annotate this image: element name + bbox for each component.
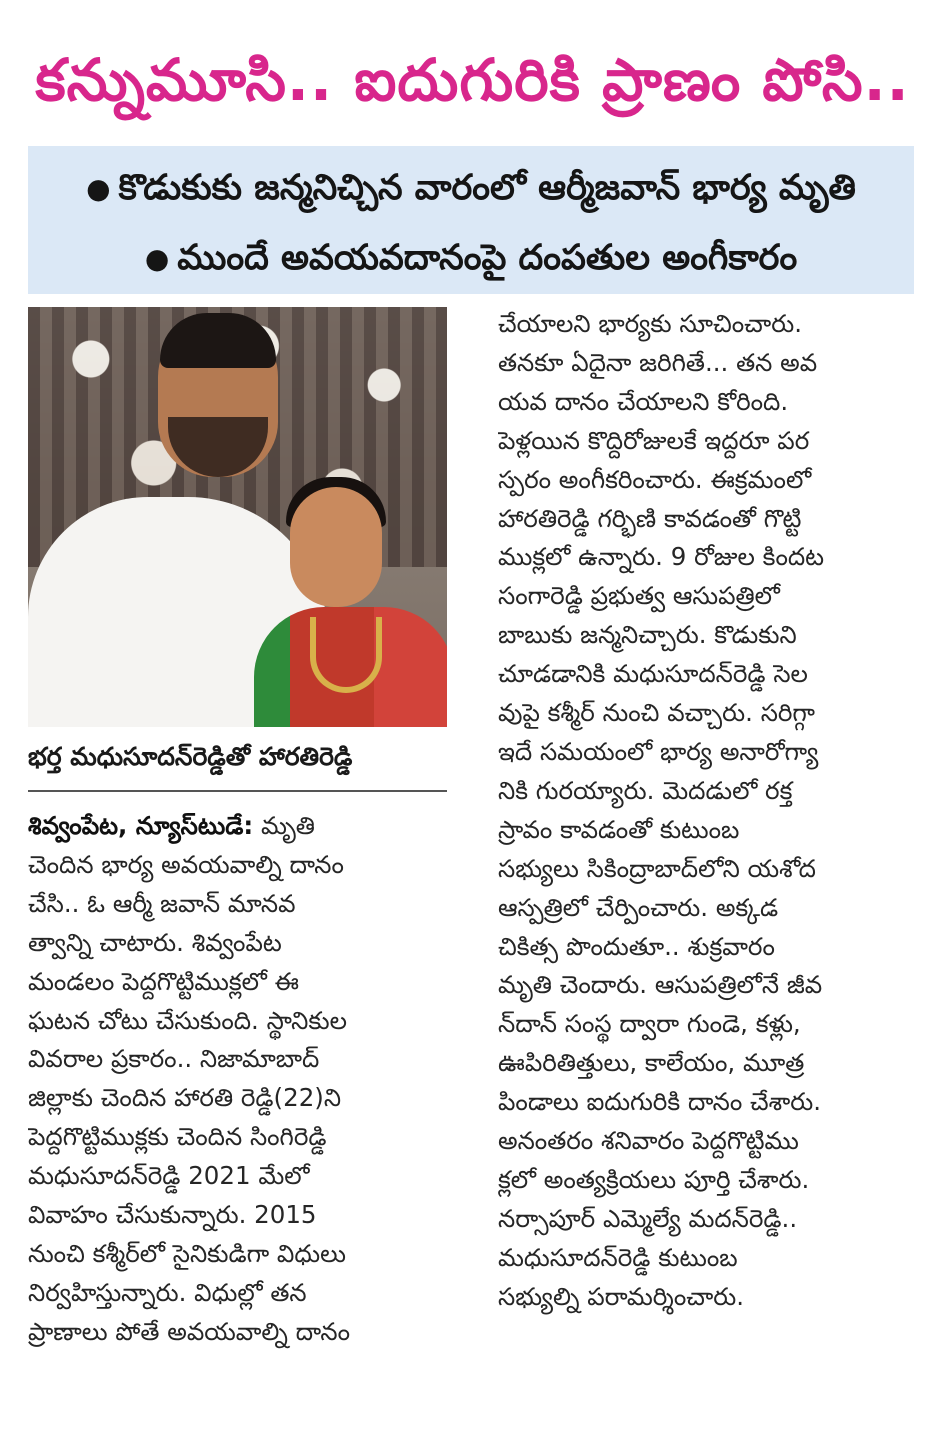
text-line: సభ్యులు సికింద్రాబాద్‌లోని యశోద — [498, 853, 816, 883]
subheadline-2-text: ముందే అవయవదానంపై దంపతుల అంగీకారం — [177, 238, 798, 278]
text-line: ఆస్పత్రిలో చేర్పించారు. అక్కడ — [498, 892, 779, 922]
article-column-left — [28, 807, 447, 1352]
text-line: సభ్యుల్ని పరామర్శించారు. — [498, 1281, 745, 1311]
couple-photo — [28, 307, 447, 727]
text-line: తనకూ ఏదైనా జరిగితే... తన అవ — [498, 347, 818, 377]
text-line: నర్సాపూర్ ఎమ్మెల్యే మదన్‌రెడ్డి.. — [498, 1203, 798, 1233]
text-line: నికి గురయ్యారు. మెదడులో రక్త — [498, 775, 793, 805]
text-line: వివాహం చేసుకున్నారు. 2015 — [28, 1200, 317, 1230]
first-line — [28, 807, 447, 846]
subheadline-box — [28, 146, 914, 294]
text-line: హారతిరెడ్డి గర్భిణి కావడంతో గొట్టి — [498, 503, 802, 533]
text-line: చూడడానికి మధుసూదన్‌రెడ్డి సెల — [498, 659, 808, 689]
text-line: మృతి చెందారు. ఆసుపత్రిలోనే జీవ — [498, 970, 823, 1000]
woman-face — [290, 487, 382, 607]
text-line: నుంచి కశ్మీర్‌లో సైనికుడిగా విధులు — [28, 1238, 346, 1268]
text-line: యవ దానం చేయాలని కోరింది. — [498, 386, 789, 416]
text-line: చేసి.. ఓ ఆర్మీ జవాన్ మానవ — [28, 888, 296, 918]
text-line: సంగారెడ్డి ప్రభుత్వ ఆసుపత్రిలో — [498, 581, 780, 611]
text-line: స్పరం అంగీకరించారు. ఈక్రమంలో — [498, 464, 812, 494]
headline: కన్నుమూసి.. ఐదుగురికి ప్రాణం పోసి.. — [35, 46, 910, 114]
caption-divider — [28, 790, 447, 792]
text-line: ఊపిరితిత్తులు, కాలేయం, మూత్ర — [498, 1048, 805, 1078]
text-line: బాబుకు జన్మనిచ్చారు. కొడుకుని — [498, 620, 797, 650]
text-line: పెద్దగొట్టిముక్లకు చెందిన సింగిరెడ్డి — [28, 1122, 327, 1152]
text-line: పిండాలు ఐదుగురికి దానం చేశారు. — [498, 1087, 822, 1117]
text-line: న్‌దాన్ సంస్థ ద్వారా గుండె, కళ్లు, — [498, 1009, 801, 1039]
text-line: వుపై కశ్మీర్ నుంచి వచ్చారు. సరిగ్గా — [498, 698, 815, 728]
text-line: చికిత్స పొందుతూ.. శుక్రవారం — [498, 931, 775, 961]
text-line: త్వాన్ని చాటారు. శివ్వంపేట — [28, 927, 282, 957]
subheadline-1-text: కొడుకుకు జన్మనిచ్చిన వారంలో ఆర్మీజవాన్ భార్య మృతి — [118, 168, 856, 208]
bullet-icon: ● — [86, 172, 111, 205]
necklace — [310, 617, 382, 693]
article-column-right — [498, 305, 912, 1317]
text-line: స్రావం కావడంతో కుటుంబ — [498, 814, 740, 844]
text-line: ఇదే సమయంలో భార్య అనారోగ్యా — [498, 736, 819, 766]
text-line: మండలం పెద్దగొట్టిముక్లలో ఈ — [28, 966, 299, 996]
text-line: చెందిన భార్య అవయవాల్ని దానం — [28, 849, 344, 879]
text-line: పెళ్లయిన కొద్దిరోజులకే ఇద్దరూ పర — [498, 425, 810, 455]
text-line: వివరాల ప్రకారం.. నిజామాబాద్ — [28, 1044, 320, 1074]
text-line: మధుసూదన్‌రెడ్డి కుటుంబ — [498, 1242, 738, 1272]
text-line: ముక్లలో ఉన్నారు. 9 రోజుల కిందట — [498, 542, 825, 572]
first-line-text: మృతి — [261, 811, 315, 840]
text-line: ప్రాణాలు పోతే అవయవాల్ని దానం — [28, 1316, 350, 1346]
text-line: ఘటన చోటు చేసుకుంది. స్థానికుల — [28, 1005, 347, 1035]
text-line: అనంతరం శనివారం పెద్దగొట్టిము — [498, 1126, 799, 1156]
text-line: నిర్వహిస్తున్నారు. విధుల్లో తన — [28, 1277, 307, 1307]
subheadline-2 — [28, 228, 914, 289]
text-line: జిల్లాకు చెందిన హారతి రెడ్డి(22)ని — [28, 1083, 342, 1113]
text-line: చేయాలని భార్యకు సూచించారు. — [498, 309, 802, 338]
subheadline-1 — [28, 158, 914, 219]
text-line: క్లలో అంత్యక్రియలు పూర్తి చేశారు. — [498, 1164, 810, 1194]
bullet-icon: ● — [144, 242, 170, 275]
photo-caption: భర్త మధుసూదన్‌రెడ్డితో హారతిరెడ్డి — [28, 742, 353, 771]
text-line: మధుసూదన్‌రెడ్డి 2021 మేలో — [28, 1161, 310, 1191]
dateline: శివ్వంపేట, న్యూస్‌టుడే: — [28, 811, 254, 840]
